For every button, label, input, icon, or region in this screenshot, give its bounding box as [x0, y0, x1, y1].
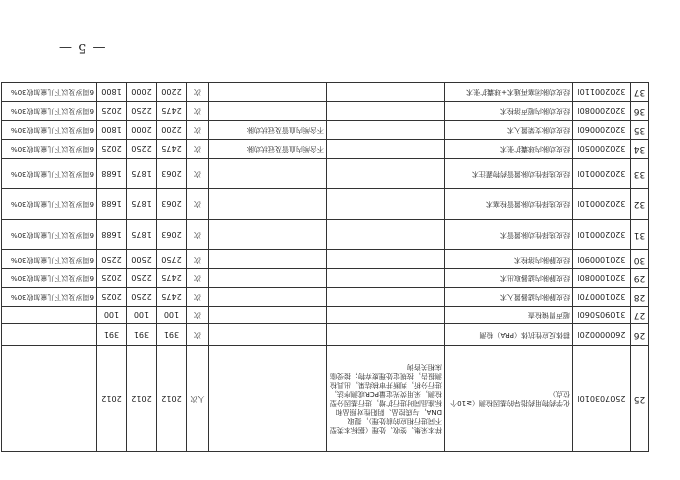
row-content — [327, 306, 445, 323]
table-row — [2, 120, 649, 139]
row-price-2: 2250 — [127, 287, 157, 306]
row-content — [327, 158, 445, 189]
row-unit: 次 — [187, 287, 209, 306]
page-number: — 5 — — [58, 40, 106, 55]
row-price-1: 2063 — [157, 219, 187, 250]
row-note — [2, 324, 97, 346]
row-code: 320200110l — [573, 83, 631, 102]
row-name: 经皮动脉支架置入术 — [445, 120, 573, 139]
row-price-3: 1800 — [97, 120, 127, 139]
row-name: 超声胃镜检查 — [445, 306, 573, 323]
row-code: 250703010l — [573, 345, 631, 451]
row-note: 6周岁及以下儿童加收30% — [2, 139, 97, 158]
table-row — [2, 102, 649, 121]
row-price-2: 1875 — [127, 219, 157, 250]
row-no: 35 — [631, 120, 649, 139]
table-row — [2, 345, 649, 451]
row-exclusion — [209, 269, 327, 288]
table-row — [2, 83, 649, 102]
row-exclusion — [209, 306, 327, 323]
row-name: 经皮动脉内球囊扩张术 — [445, 139, 573, 158]
row-name: 经皮选择性动脉置管药物灌注术 — [445, 158, 573, 189]
price-table-wrapper — [10, 82, 649, 452]
row-price-3: 2025 — [97, 139, 127, 158]
row-price-3: 1688 — [97, 219, 127, 250]
row-price-2: 2012 — [127, 345, 157, 451]
row-content — [327, 139, 445, 158]
row-content — [327, 102, 445, 121]
row-content — [327, 250, 445, 269]
table-row — [2, 287, 649, 306]
row-content: 样本采集、签收、处理（据标本类型不同进行相应的前处理），提取DNA，与质控品、阴阳性对照品和标准品同时进行扩增，进行基因分型检测，采用荧光定量PCR或测序法，进行分析，判断并审核结果，出具检测报告，按规定处理废弃物；接受临床相关咨询 — [327, 345, 445, 451]
row-unit: 次 — [187, 219, 209, 250]
row-note: 6周岁及以下儿童加收30% — [2, 83, 97, 102]
row-price-2: 391 — [127, 324, 157, 346]
row-no: 25 — [631, 345, 649, 451]
row-price-1: 2750 — [157, 250, 187, 269]
row-exclusion — [209, 287, 327, 306]
row-exclusion — [209, 345, 327, 451]
row-code: 320200010l — [573, 219, 631, 250]
row-price-3: 391 — [97, 324, 127, 346]
row-unit: 次 — [187, 83, 209, 102]
row-content — [327, 219, 445, 250]
row-no: 34 — [631, 139, 649, 158]
row-note: 6周岁及以下儿童加收30% — [2, 219, 97, 250]
row-content — [327, 83, 445, 102]
row-price-1: 2063 — [157, 158, 187, 189]
row-price-2: 2000 — [127, 83, 157, 102]
row-content — [327, 120, 445, 139]
row-code: 320200060l — [573, 120, 631, 139]
row-unit: 人次 — [187, 345, 209, 451]
row-no: 32 — [631, 189, 649, 220]
table-row — [2, 306, 649, 323]
row-name: 经皮动脉闭塞再通术+球囊扩张术 — [445, 83, 573, 102]
row-no: 33 — [631, 158, 649, 189]
row-content — [327, 269, 445, 288]
table-row — [2, 139, 649, 158]
table-row — [2, 219, 649, 250]
row-unit: 次 — [187, 324, 209, 346]
table-row — [2, 269, 649, 288]
row-price-1: 2200 — [157, 120, 187, 139]
row-price-3: 1800 — [97, 83, 127, 102]
row-exclusion: 不含颅内血管及冠状动脉 — [209, 139, 327, 158]
row-code: 320200010l — [573, 158, 631, 189]
row-no: 31 — [631, 219, 649, 250]
row-exclusion — [209, 102, 327, 121]
row-price-2: 1875 — [127, 158, 157, 189]
row-content — [327, 324, 445, 346]
row-content — [327, 287, 445, 306]
row-note: 6周岁及以下儿童加收30% — [2, 287, 97, 306]
row-exclusion — [209, 250, 327, 269]
row-price-3: 2025 — [97, 102, 127, 121]
row-note: 6周岁及以下儿童加收30% — [2, 250, 97, 269]
row-price-3: 2250 — [97, 250, 127, 269]
row-exclusion — [209, 189, 327, 220]
row-code: 320100080l — [573, 269, 631, 288]
row-unit: 次 — [187, 120, 209, 139]
row-code: 320100070l — [573, 287, 631, 306]
row-name: 群体反应性抗体（PRA）检测 — [445, 324, 573, 346]
row-price-2: 2250 — [127, 102, 157, 121]
row-price-2: 2500 — [127, 250, 157, 269]
row-price-1: 2475 — [157, 269, 187, 288]
row-price-3: 100 — [97, 306, 127, 323]
row-no: 28 — [631, 287, 649, 306]
table-row — [2, 250, 649, 269]
row-note: 6周岁及以下儿童加收30% — [2, 189, 97, 220]
row-code: 260000020l — [573, 324, 631, 346]
row-price-1: 2475 — [157, 287, 187, 306]
row-name: 经皮静脉内滤器置入术 — [445, 287, 573, 306]
row-price-1: 100 — [157, 306, 187, 323]
row-name: 经皮静脉内滤器取出术 — [445, 269, 573, 288]
row-price-1: 391 — [157, 324, 187, 346]
row-unit: 次 — [187, 306, 209, 323]
row-unit: 次 — [187, 139, 209, 158]
row-price-2: 2250 — [127, 269, 157, 288]
row-name: 经皮动脉内超声溶栓术 — [445, 102, 573, 121]
row-name: 化学药物用药指导的基因检测（≥10个位点） — [445, 345, 573, 451]
row-no: 36 — [631, 102, 649, 121]
row-exclusion — [209, 324, 327, 346]
row-content — [327, 189, 445, 220]
row-unit: 次 — [187, 269, 209, 288]
row-no: 37 — [631, 83, 649, 102]
row-note: 6周岁及以下儿童加收30% — [2, 269, 97, 288]
row-price-1: 2475 — [157, 102, 187, 121]
row-price-1: 2012 — [157, 345, 187, 451]
row-price-3: 1688 — [97, 189, 127, 220]
row-code: 320200050l — [573, 139, 631, 158]
row-note — [2, 306, 97, 323]
row-price-1: 2063 — [157, 189, 187, 220]
row-exclusion — [209, 158, 327, 189]
row-no: 29 — [631, 269, 649, 288]
row-unit: 次 — [187, 189, 209, 220]
row-code: 320200080l — [573, 102, 631, 121]
row-name: 经皮静脉内溶栓术 — [445, 250, 573, 269]
row-unit: 次 — [187, 250, 209, 269]
row-note: 6周岁及以下儿童加收30% — [2, 102, 97, 121]
row-price-1: 2200 — [157, 83, 187, 102]
row-no: 26 — [631, 324, 649, 346]
row-price-2: 1875 — [127, 189, 157, 220]
row-name: 经皮选择性动脉置管栓塞术 — [445, 189, 573, 220]
table-row — [2, 324, 649, 346]
table-row — [2, 189, 649, 220]
row-note — [2, 345, 97, 451]
row-no: 30 — [631, 250, 649, 269]
row-name: 经皮选择性动脉置管术 — [445, 219, 573, 250]
row-price-2: 2250 — [127, 139, 157, 158]
row-unit: 次 — [187, 102, 209, 121]
table-row — [2, 158, 649, 189]
row-note: 6周岁及以下儿童加收30% — [2, 120, 97, 139]
row-exclusion: 不含颅内血管及冠状动脉 — [209, 120, 327, 139]
row-code: 310905060l — [573, 306, 631, 323]
row-price-2: 100 — [127, 306, 157, 323]
price-table — [1, 82, 649, 452]
row-price-3: 2025 — [97, 269, 127, 288]
row-price-1: 2475 — [157, 139, 187, 158]
row-price-3: 1688 — [97, 158, 127, 189]
row-exclusion — [209, 83, 327, 102]
row-note: 6周岁及以下儿童加收30% — [2, 158, 97, 189]
row-price-3: 2012 — [97, 345, 127, 451]
row-price-3: 2025 — [97, 287, 127, 306]
row-exclusion — [209, 219, 327, 250]
row-price-2: 2000 — [127, 120, 157, 139]
row-unit: 次 — [187, 158, 209, 189]
row-no: 27 — [631, 306, 649, 323]
row-code: 320200010l — [573, 189, 631, 220]
row-code: 320100090l — [573, 250, 631, 269]
